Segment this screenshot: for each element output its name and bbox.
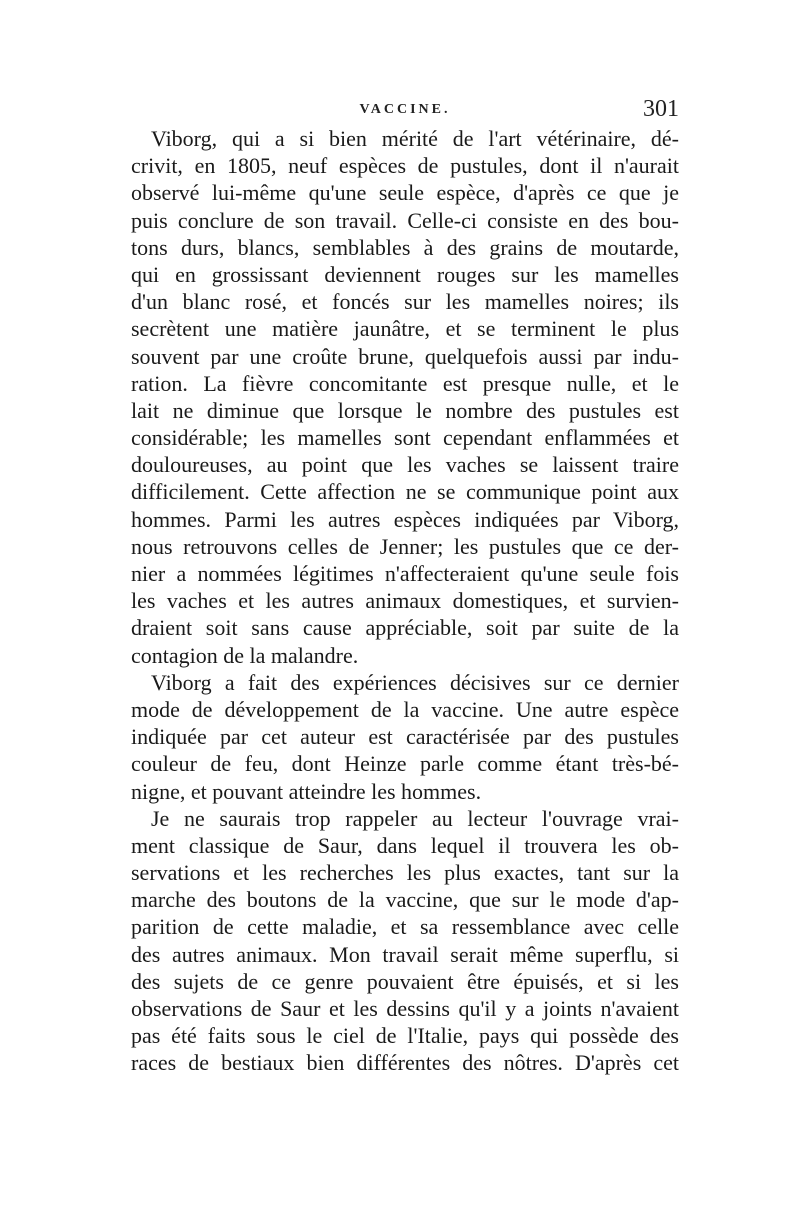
- text-line: lait ne diminue que lorsque le nombre des pustules est: [131, 397, 679, 423]
- text-line: hommes. Parmi les autres espèces indiquées par Viborg,: [131, 506, 679, 532]
- running-title: VACCINE.: [359, 102, 451, 117]
- text-line: servations et les recherches les plus exactes, tant sur la: [131, 860, 679, 886]
- text-line: marche des boutons de la vaccine, que sur le mode d'ap-: [131, 887, 679, 913]
- text-line: indiquée par cet auteur est caractérisée par des pustules: [131, 724, 679, 750]
- text-line: nous retrouvons celles de Jenner; les pustules que ce der-: [131, 533, 679, 559]
- text-line: Viborg, qui a si bien mérité de l'art vétérinaire, dé-: [151, 126, 679, 151]
- text-line: considérable; les mamelles sont cependant enflammées et: [131, 425, 679, 451]
- text-line: observé lui-même qu'une seule espèce, d'après ce que je: [131, 180, 679, 206]
- text-line: nier a nommées légitimes n'affecteraient qu'une seule fois: [131, 561, 679, 586]
- text-line: secrètent une matière jaunâtre, et se terminent le plus: [131, 316, 679, 342]
- text-line: difficilement. Cette affection ne se communique point aux: [131, 479, 679, 505]
- running-head: [131, 96, 679, 126]
- text-line: ment classique de Saur, dans lequel il trouvera les ob-: [131, 832, 679, 858]
- text-line: parition de cette maladie, et sa ressemblance avec celle: [131, 914, 679, 940]
- text-line: d'un blanc rosé, et foncés sur les mamelles noires; ils: [131, 289, 679, 315]
- text-line: les vaches et les autres animaux domestiques, et survien-: [131, 588, 679, 614]
- body-text: [131, 125, 679, 1077]
- page-number: 301: [643, 96, 679, 122]
- text-line: des autres animaux. Mon travail serait même superflu, si: [131, 941, 679, 967]
- text-line: tons durs, blancs, semblables à des grains de moutarde,: [131, 234, 679, 260]
- text-line: pas été faits sous le ciel de l'Italie, pays qui possède des: [131, 1023, 679, 1049]
- text-line: draient soit sans cause appréciable, soit par suite de la: [131, 615, 679, 641]
- text-line: contagion de la malandre.: [131, 642, 359, 668]
- text-line: races de bestiaux bien différentes des nôtres. D'après cet: [131, 1050, 679, 1076]
- text-line: ration. La fièvre concomitante est presque nulle, et le: [131, 370, 679, 396]
- text-line: douloureuses, au point que les vaches se laissent traire: [131, 452, 679, 478]
- text-line: couleur de feu, dont Heinze parle comme étant très-bé-: [131, 751, 679, 777]
- text-line: crivit, en 1805, neuf espèces de pustules, dont il n'aurait: [131, 153, 679, 179]
- text-line: Viborg a fait des expériences décisives sur ce dernier: [151, 669, 679, 695]
- text-line: qui en grossissant deviennent rouges sur les mamelles: [131, 261, 679, 287]
- text-line: puis conclure de son travail. Celle-ci consiste en des bou-: [131, 207, 679, 233]
- text-line: nigne, et pouvant atteindre les hommes.: [131, 778, 482, 804]
- text-line: Je ne saurais trop rappeler au lecteur l'ouvrage vrai-: [151, 805, 679, 831]
- text-line: mode de développement de la vaccine. Une autre espèce: [131, 696, 679, 722]
- text-line: observations de Saur et les dessins qu'il y a joints n'avaient: [131, 996, 679, 1021]
- text-line: souvent par une croûte brune, quelquefois aussi par indu-: [131, 343, 679, 369]
- text-line: des sujets de ce genre pouvaient être épuisés, et si les: [131, 968, 679, 994]
